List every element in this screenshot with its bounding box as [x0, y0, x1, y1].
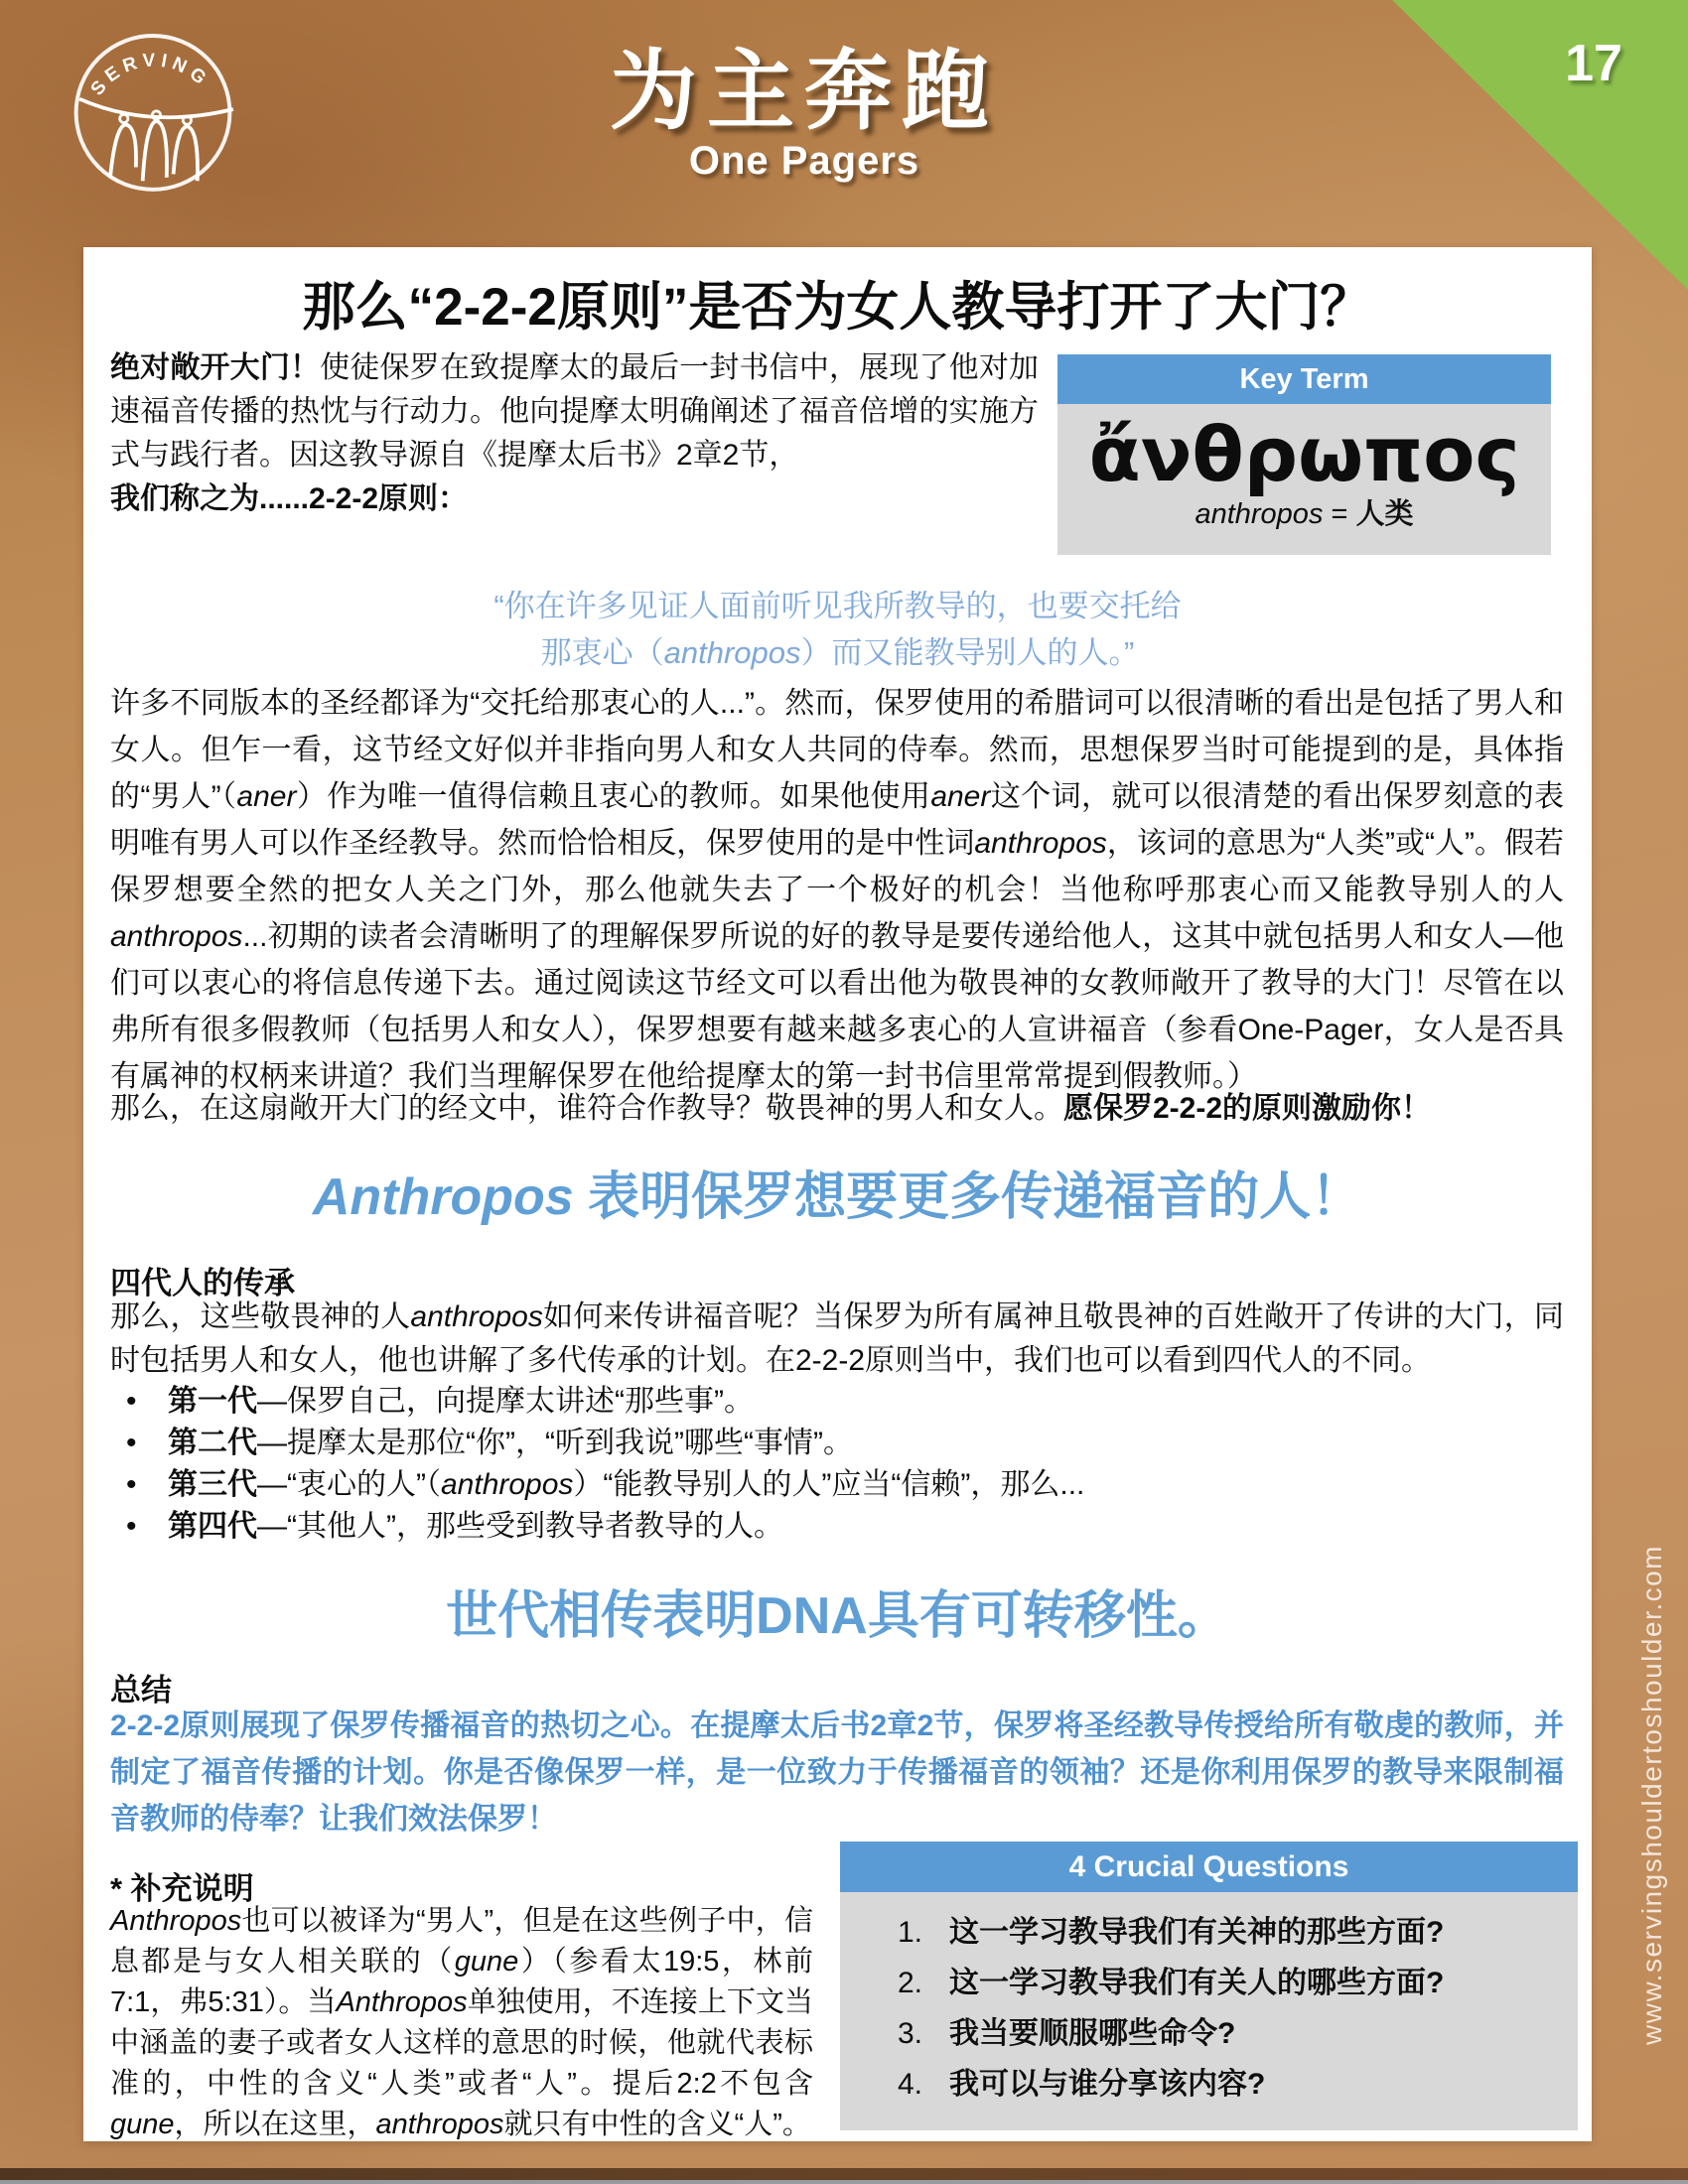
question-text: 这一学习教导我们有关人的哪些方面?: [949, 1967, 1445, 1999]
greek-translation: anthropos = 人类: [1195, 498, 1414, 530]
list-item: • 第三代—“衷心的人”（anthropos）“能教导别人的人”应当“信赖”，那么...: [110, 1464, 1564, 1506]
blue-headline-dna: 世代相传表明DNA具有可转移性。: [446, 1587, 1229, 1645]
svg-text:SERVING: SERVING: [86, 50, 214, 100]
question-text: 我当要顺服哪些命令?: [949, 2017, 1236, 2050]
intro-paragraph: 绝对敞开大门！使徒保罗在致提摩太的最后一封书信中，展现了他对加速福音传播的热忱与行动力。他向提摩太明确阐述了福音倍增的实施方式与践行者。因这教导源自《提摩太后书》2章2节， 我们称之为......2-2-2原则：: [110, 351, 1040, 515]
summary-heading: 总结: [110, 1673, 172, 1707]
greek-word: ἄνθρωπος: [1088, 410, 1520, 498]
generations-paragraph: 那么，这些敬畏神的人anthropos如何来传讲福音呢？当保罗为所有属神且敬畏神的百姓敞开了传讲的大门，同时包括男人和女人，他也讲解了多代传承的计划。在2-2-2原则当中，我们也可以看到四代人的不同。: [110, 1300, 1565, 1377]
page-bottom-edge: [0, 2168, 1688, 2184]
summary-paragraph: 2-2-2原则展现了保罗传播福音的热切之心。在提摩太后书2章2节，保罗将圣经教导传授给所有敬虔的教师，并制定了福音传播的计划。你是否像保罗一样，是一位致力于传播福音的领袖？还是你利用保罗的教导来限制福音教师的侍奉？让我们效法保罗！: [110, 1709, 1564, 1836]
question-number: 3.: [898, 2017, 923, 2050]
generations-list: [110, 1381, 1564, 1548]
question-number: 1.: [898, 1916, 923, 1949]
question-number: 4.: [898, 2068, 923, 2101]
question-text: 这一学习教导我们有关神的那些方面?: [949, 1916, 1445, 1949]
page-subtitle: One Pagers: [688, 139, 920, 183]
list-item: • 第四代—“其他人”，那些受到教导者教导的人。: [110, 1506, 1564, 1548]
key-term-label: Key Term: [1239, 363, 1369, 395]
list-item: [898, 2068, 1578, 2102]
key-term-body: [1057, 404, 1551, 555]
list-item: [898, 2017, 1578, 2051]
crucial-questions-list: [840, 1892, 1578, 2102]
supplement-paragraph: Anthropos也可以被译为“男人”，但是在这些例子中，信息都是与女人相关联的（gune）（参看太19:5，林前7:1，弗5:31）。当Anthropos单独使用，不连接上下文当中涵盖的妻子或者女人这样的意思的时候，他就代表标准的，中性的含义“人类”或者“人”。提后2:2不包含gune，所以在这里，anthropos就只有中性的含义“人”。: [110, 1905, 813, 2140]
page-number: 17: [1565, 35, 1622, 92]
page-title: 为主奔跑: [609, 42, 999, 140]
main-paragraph: 许多不同版本的圣经都译为“交托给那衷心的人...”。然而，保罗使用的希腊词可以很清晰的看出是包括了男人和女人。但乍一看，这节经文好似并非指向男人和女人共同的侍奉。然而，思想保罗当时可能提到的是，具体指的“男人”（aner）作为唯一值得信赖且衷心的教师。如果他使用aner这个词，就可以很清楚的看出保罗刻意的表明唯有男人可以作圣经教导。然而恰恰相反，保罗使用的是中性词anthropos，该词的意思为“人类”或“人”。假若保罗想要全然的把女人关之门外，那么他就失去了一个极好的机会！当他称呼那衷心而又能教导别人的人anthropos...初期的读者会清晰明了的理解保罗所说的好的教导是要传递给他人，这其中就包括男人和女人—他们可以衷心的将信息传递下去。通过阅读这节经文可以看出他为敬畏神的女教师敞开了教导的大门！尽管在以弗所有很多假教师（包括男人和女人），保罗想要有越来越多衷心的人宣讲福音（参看One-Pager，女人是否具有属神的权柄来讲道？我们当理解保罗在他给提摩太的第一封书信里常常提到假教师。）: [110, 687, 1565, 1093]
list-item: [898, 1916, 1578, 1950]
blue-headline-anthropos: Anthropos 表明保罗想要更多传递福音的人！: [312, 1168, 1363, 1226]
crucial-questions-header: [840, 1842, 1578, 1892]
conclusion-line: 那么，在这扇敞开大门的经文中，谁符合作教导？敬畏神的男人和女人。愿保罗2-2-2的原则激励你！: [110, 1092, 1432, 1125]
key-term-box: [1057, 354, 1551, 555]
crucial-questions-title: 4 Crucial Questions: [1068, 1850, 1349, 1883]
scripture-quote: “你在许多见证人面前听见我所教导的，也要交托给 那衷心（anthropos）而又能教导别人的人。”: [493, 589, 1182, 670]
question-number: 2.: [898, 1967, 923, 1999]
key-term-header: [1057, 354, 1551, 404]
supplement-heading: * 补充说明: [110, 1871, 254, 1906]
crucial-questions-box: [840, 1842, 1578, 2130]
generations-heading: 四代人的传承: [110, 1266, 295, 1300]
article-title: 那么“2-2-2原则”是否为女人教导打开了大门？: [302, 278, 1373, 337]
crucial-questions-body: [840, 1892, 1578, 2130]
list-item: [898, 1967, 1578, 2000]
question-text: 我可以与谁分享该内容?: [949, 2068, 1266, 2101]
list-item: • 第二代—提摩太是那位“你”，“听到我说”哪些“事情”。: [110, 1423, 1564, 1464]
list-item: • 第一代—保罗自己，向提摩太讲述“那些事”。: [110, 1381, 1564, 1423]
website-url: www.servingshouldertoshoulder.com: [1636, 1545, 1667, 2045]
content-card: [83, 247, 1592, 2141]
